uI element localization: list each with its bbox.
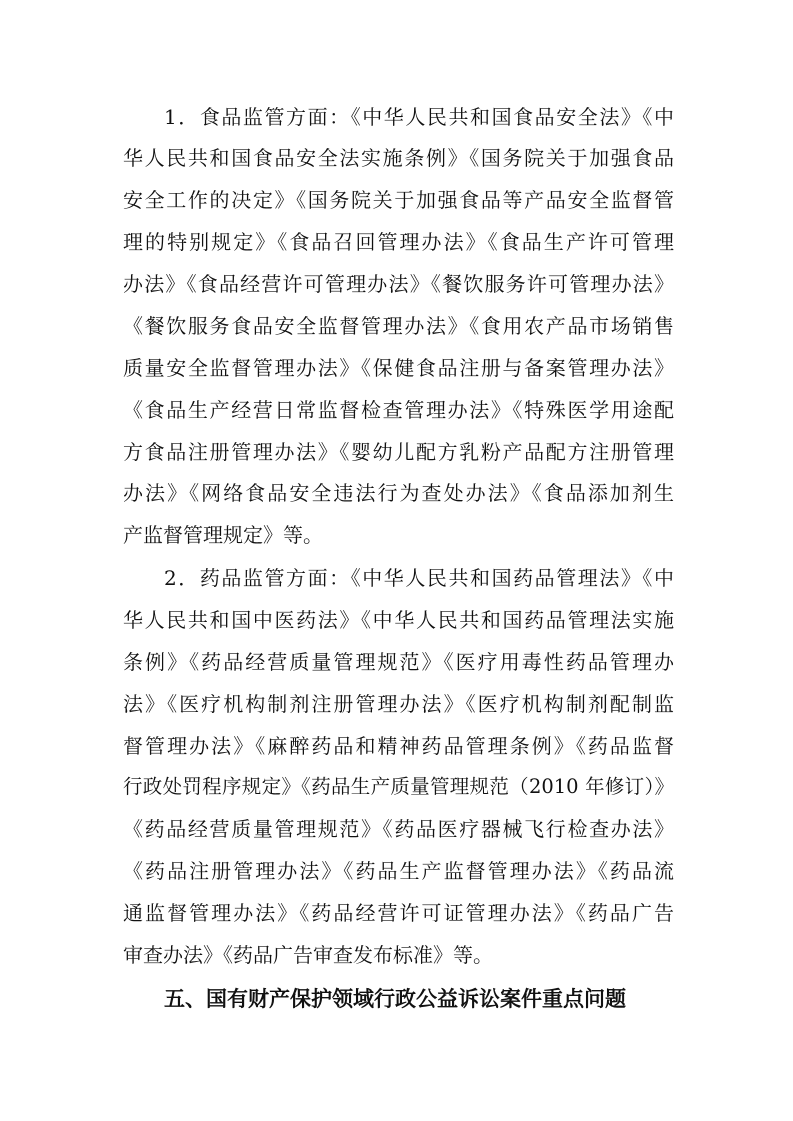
text-line: 1．食品监管方面：《中华人民共和国食品安全法》《中 [164,105,674,129]
text-line: 督管理办法》《麻醉药品和精神药品管理条例》《药品监督 [123,734,674,758]
text-line: 质量安全监督管理办法》《保健食品注册与备案管理办法》 [123,356,674,380]
text-line: 审查办法》《药品广告审查发布标准》等。 [123,943,493,967]
text-line: 《餐饮服务食品安全监督管理办法》《食用农产品市场销售 [123,314,674,338]
text-line: 华人民共和国中医药法》《中华人民共和国药品管理法实施 [123,608,674,632]
text-line: 行政处罚程序规定》《药品生产质量管理规范（2010 年修订）》 [123,775,674,798]
text-line: 《药品经营质量管理规范》《药品医疗器械飞行检查办法》 [123,817,674,841]
section-heading: 五、国有财产保护领域行政公益诉讼案件重点问题 [164,987,626,1011]
text-line: 《食品生产经营日常监督检查管理办法》《特殊医学用途配 [123,398,674,422]
text-line: 《药品注册管理办法》《药品生产监督管理办法》《药品流 [123,859,674,883]
text-line: 华人民共和国食品安全法实施条例》《国务院关于加强食品 [123,146,674,170]
text-line: 安全工作的决定》《国务院关于加强食品等产品安全监督管 [123,188,674,212]
text-line: 通监督管理办法》《药品经营许可证管理办法》《药品广告 [123,901,674,925]
text-line: 法》《医疗机构制剂注册管理办法》《医疗机构制剂配制监 [123,692,674,716]
text-line: 理的特别规定》《食品召回管理办法》《食品生产许可管理 [123,230,674,254]
text-line: 条例》《药品经营质量管理规范》《医疗用毒性药品管理办 [123,650,674,674]
text-line: 方食品注册管理办法》《婴幼儿配方乳粉产品配方注册管理 [123,440,674,464]
text-line: 办法》《网络食品安全违法行为查处办法》《食品添加剂生 [123,481,674,505]
text-line: 产监督管理规定》等。 [123,523,323,547]
text-line: 办法》《食品经营许可管理办法》《餐饮服务许可管理办法》 [123,272,674,296]
text-line: 2．药品监管方面：《中华人民共和国药品管理法》《中 [164,566,674,590]
